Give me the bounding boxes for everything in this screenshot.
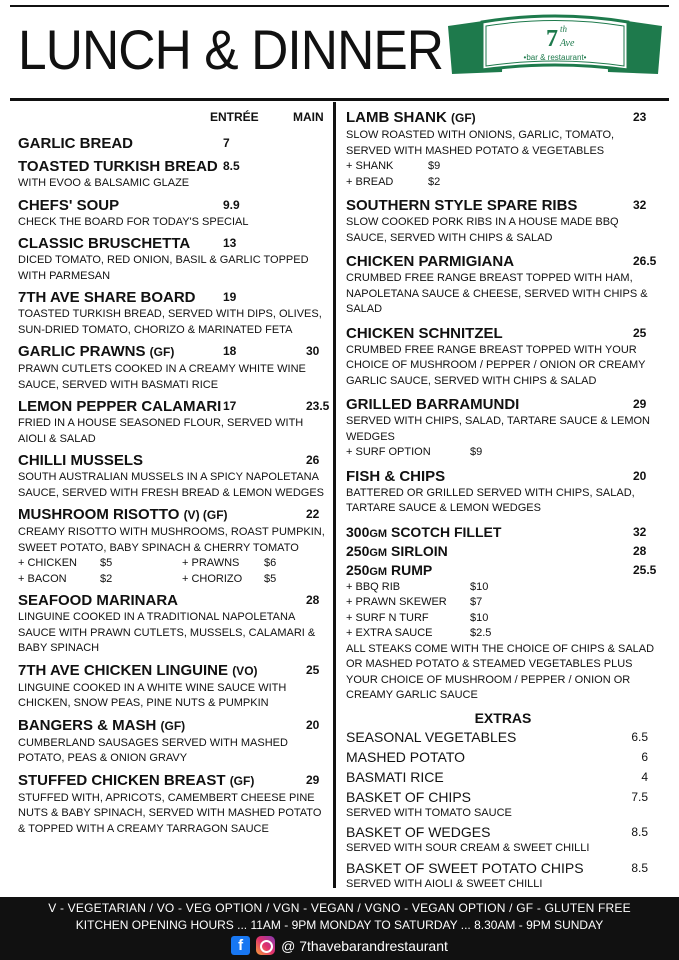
item-description: BATTERED OR GRILLED SERVED WITH CHIPS, SALAD, TARTARE SAUCE & LEMON WEDGES	[346, 486, 635, 514]
top-rule	[10, 5, 669, 7]
main-price: 26.5	[633, 254, 657, 268]
item-name-line	[18, 505, 330, 525]
extra-item	[346, 748, 660, 766]
right-menu-list	[346, 108, 660, 517]
entree-price: 18	[223, 344, 237, 358]
item-name: LEMON PEPPER CALAMARI	[18, 398, 222, 415]
steak-item	[346, 523, 660, 542]
steak-price: 28	[633, 543, 647, 558]
steak-weight: 300	[346, 523, 370, 540]
addon-row	[346, 595, 660, 611]
item-name: STUFFED CHICKEN BREAST	[18, 771, 226, 789]
left-column	[18, 108, 330, 841]
item-description: CUMBERLAND SAUSAGES SERVED WITH MASHED POTATO, PEAS & ONION GRAVY	[18, 736, 288, 764]
entree-price: 8.5	[223, 159, 240, 173]
entree-price: 9.9	[223, 197, 240, 212]
social-handle[interactable]: @ 7thavebarandrestaurant	[281, 937, 448, 954]
entree-price: 17	[223, 399, 237, 413]
price-column-headers	[18, 108, 330, 134]
item-description: SOUTH AUSTRALIAN MUSSELS IN A SPICY NAPOLETANA SAUCE, SERVED WITH FRESH BREAD & LEMON WEDGES	[18, 471, 325, 499]
main-price: 25	[633, 325, 647, 340]
menu-item	[18, 342, 330, 393]
dietary-tag: (GF)	[149, 345, 175, 359]
extra-item	[346, 788, 660, 822]
addon-row	[346, 580, 660, 596]
steak-cut: SCOTCH FILLET	[390, 523, 502, 540]
item-name: CHEFS' SOUP	[18, 196, 120, 214]
extra-name: BASMATI RICE	[346, 768, 444, 785]
item-name-line	[18, 661, 330, 681]
steak-price: 25.5	[633, 562, 657, 577]
main-price: 26	[306, 453, 320, 467]
menu-item	[18, 234, 330, 284]
addon-row	[346, 445, 660, 461]
steak-item	[346, 542, 660, 561]
menu-item	[18, 157, 330, 192]
steak-note: ALL STEAKS COME WITH THE CHOICE OF CHIPS & SALAD OR MASHED POTATO & STEAMED VEGETABLES PLUS YOUR CHOICE OF MUSHROOM / PEPPER / ONION OR CREAMY GARLIC SAUCE	[346, 642, 655, 701]
addon-label: + SURF N TURF	[346, 611, 429, 624]
item-description: CRUMBED FREE RANGE BREAST TOPPED WITH HAM, NAPOLETANA SAUCE & CHEESE, SERVED WITH CHIPS & SALAD	[346, 272, 648, 315]
item-name: TOASTED TURKISH BREAD	[18, 158, 218, 175]
menu-item	[18, 591, 330, 657]
steak-addons	[346, 580, 660, 642]
header-rule	[10, 98, 669, 101]
extra-price: 8.5	[631, 860, 648, 875]
item-name-line	[346, 467, 660, 486]
facebook-icon[interactable]: f	[231, 936, 250, 955]
steak-unit: GM	[369, 527, 388, 540]
steak-weight: 250	[346, 542, 370, 559]
extra-description: SERVED WITH TOMATO SAUCE	[346, 806, 512, 819]
main-price: 28	[306, 593, 320, 607]
item-name: GARLIC BREAD	[18, 135, 133, 152]
steak-name	[346, 561, 660, 582]
menu-item	[346, 395, 660, 461]
extra-name: MASHED POTATO	[346, 748, 466, 765]
addon-row	[346, 626, 660, 642]
menu-item	[346, 252, 660, 318]
item-name-line	[346, 324, 660, 343]
item-name-line	[18, 288, 330, 307]
svg-text:•bar & restaurant•: •bar & restaurant•	[523, 53, 587, 62]
item-name: BANGERS & MASH	[18, 716, 157, 734]
item-name-line	[18, 196, 330, 215]
svg-text:7: 7	[546, 26, 558, 52]
item-name-line	[18, 716, 330, 736]
menu-item	[18, 397, 330, 447]
svg-text:th: th	[560, 24, 568, 34]
menu-item	[18, 661, 330, 712]
extra-item	[346, 768, 660, 786]
item-description: LINGUINE COOKED IN A WHITE WINE SAUCE WITH CHICKEN, SNOW PEAS, PINE NUTS & PUMPKIN	[18, 681, 287, 709]
main-price: 20	[306, 717, 320, 732]
addon-price: $9	[470, 446, 483, 458]
extra-item	[346, 728, 660, 746]
addon-price: $5	[264, 572, 277, 585]
addon-price: $5	[100, 557, 113, 569]
item-description: FRIED IN A HOUSE SEASONED FLOUR, SERVED WITH AIOLI & SALAD	[18, 417, 304, 445]
main-price: 29	[306, 772, 320, 787]
item-name: GARLIC PRAWNS	[18, 343, 146, 360]
item-name-line	[18, 451, 330, 470]
addon-label: + SHANK	[346, 160, 394, 172]
entree-price: 19	[223, 290, 237, 304]
entree-price: 13	[223, 236, 237, 250]
steak-item	[346, 561, 660, 580]
steak-cut: RUMP	[390, 561, 433, 578]
extras-list	[346, 728, 660, 893]
main-price: 20	[633, 468, 647, 483]
dietary-tag: (GF)	[229, 773, 255, 788]
extra-name: BASKET OF CHIPS	[346, 788, 471, 805]
steak-name	[346, 542, 660, 563]
item-name: CHICKEN SCHNITZEL	[346, 324, 503, 342]
addon-price: $6	[264, 557, 277, 569]
main-price: 25	[306, 662, 320, 677]
extras-title: EXTRAS	[474, 709, 532, 726]
item-name: CHILLI MUSSELS	[18, 452, 144, 469]
item-name-line	[18, 591, 330, 610]
extra-item	[346, 859, 660, 893]
item-name-line	[346, 252, 660, 271]
main-price: 29	[633, 397, 647, 411]
addon-price: $2	[428, 175, 441, 188]
addon-label: + SURF OPTION	[346, 446, 431, 458]
item-name-line	[18, 397, 330, 416]
addon-label: + BACON	[18, 572, 67, 585]
item-description: SLOW ROASTED WITH ONIONS, GARLIC, TOMATO, SERVED WITH MASHED POTATO & VEGETABLES	[346, 129, 615, 157]
extra-price: 4	[641, 769, 648, 784]
main-price: 23.5	[306, 399, 330, 413]
column-divider	[333, 102, 336, 888]
entree-price: 7	[223, 136, 230, 150]
item-name: LAMB SHANK	[346, 109, 447, 126]
item-description: TOASTED TURKISH BREAD, SERVED WITH DIPS, OLIVES, SUN-DRIED TOMATO, CHORIZO & MARINATED FETA	[18, 308, 322, 336]
dietary-tag: (GF)	[160, 718, 186, 733]
svg-text:Ave: Ave	[560, 38, 575, 49]
menu-item	[346, 467, 660, 517]
addon-row	[18, 572, 330, 588]
steak-unit: GM	[369, 546, 388, 559]
addon-row	[346, 175, 660, 191]
addon-price: $9	[428, 160, 441, 172]
extra-description: SERVED WITH AIOLI & SWEET CHILLI	[346, 877, 543, 890]
menu-item	[18, 505, 330, 587]
instagram-icon[interactable]	[256, 936, 275, 955]
menu-item	[346, 324, 660, 390]
addon-label: + EXTRA SAUCE	[346, 627, 433, 639]
menu-item	[18, 196, 330, 231]
menu-item	[346, 108, 660, 190]
addon-label: + BREAD	[346, 175, 394, 188]
main-price: 23	[633, 110, 647, 124]
addon-price: $7	[470, 596, 483, 608]
item-name: 7TH AVE SHARE BOARD	[18, 289, 196, 306]
menu-item	[18, 134, 330, 153]
extra-price: 8.5	[631, 825, 648, 839]
menu-item	[18, 716, 330, 767]
main-header: MAIN	[293, 110, 324, 124]
addon-label: + BBQ RIB	[346, 580, 401, 593]
item-description: SERVED WITH CHIPS, SALAD, TARTARE SAUCE & LEMON WEDGES	[346, 415, 650, 443]
steak-price: 32	[633, 524, 647, 539]
steak-weight: 250	[346, 561, 370, 578]
main-price: 32	[633, 198, 647, 212]
item-description: CRUMBED FREE RANGE BREAST TOPPED WITH YOUR CHOICE OF MUSHROOM / PEPPER / ONION OR CREAMY GARLIC SAUCE, SERVED WITH CHIPS & SALAD	[346, 343, 646, 387]
footer	[0, 897, 679, 960]
item-name: CHICKEN PARMIGIANA	[346, 253, 515, 270]
menu-item	[18, 451, 330, 501]
item-name: SOUTHERN STYLE SPARE RIBS	[346, 197, 578, 214]
item-description: LINGUINE COOKED IN A TRADITIONAL NAPOLETANA SAUCE WITH PRAWN CUTLETS, MUSSELS, CALAMARI & BABY SPINACH	[18, 611, 316, 654]
item-name: CLASSIC BRUSCHETTA	[18, 235, 191, 252]
menu-item	[18, 771, 330, 838]
addon-label: + CHICKEN	[18, 557, 77, 569]
restaurant-logo	[442, 12, 668, 94]
entree-header: ENTRÉE	[210, 110, 259, 124]
item-name-line	[18, 234, 330, 253]
addon-label: + PRAWNS	[182, 557, 240, 569]
right-column	[346, 108, 660, 894]
item-name-line	[346, 108, 660, 128]
opening-hours: KITCHEN OPENING HOURS ... 11AM - 9PM MONDAY TO SATURDAY ... 8.30AM - 9PM SUNDAY	[75, 918, 604, 932]
steak-list	[346, 523, 660, 580]
extra-name: BASKET OF SWEET POTATO CHIPS	[346, 859, 584, 876]
item-name: FISH & CHIPS	[346, 467, 446, 485]
item-name-line	[18, 157, 330, 176]
dietary-tag: (GF)	[451, 111, 476, 125]
item-description: CHECK THE BOARD FOR TODAY'S SPECIAL	[18, 215, 249, 228]
extra-price: 7.5	[631, 789, 648, 804]
extra-name: BASKET OF WEDGES	[346, 824, 491, 840]
addon-price: $2.5	[470, 627, 492, 639]
extra-item	[346, 823, 660, 857]
extra-description: SERVED WITH SOUR CREAM & SWEET CHILLI	[346, 842, 590, 854]
menu-item	[346, 196, 660, 246]
dietary-tag: (VO)	[232, 663, 258, 678]
steak-unit: GM	[369, 565, 388, 578]
extra-name: SEASONAL VEGETABLES	[346, 728, 517, 745]
main-price: 22	[306, 507, 320, 521]
item-name: GRILLED BARRAMUNDI	[346, 396, 520, 413]
item-name-line	[18, 342, 330, 362]
item-name: SEAFOOD MARINARA	[18, 592, 178, 609]
item-name-line	[346, 196, 660, 215]
menu-item	[18, 288, 330, 338]
extra-price: 6	[641, 749, 648, 764]
item-description: DICED TOMATO, RED ONION, BASIL & GARLIC TOPPED WITH PARMESAN	[18, 254, 309, 282]
extra-price: 6.5	[631, 729, 648, 744]
item-name: MUSHROOM RISOTTO	[18, 506, 180, 523]
addon-price: $10	[470, 611, 489, 624]
social-row	[0, 936, 679, 955]
item-description: STUFFED WITH, APRICOTS, CAMEMBERT CHEESE PINE NUTS & BABY SPINACH, SERVED WITH MASHED POTATO & TOPPED WITH A CREAMY TARRAGON SAUCE	[18, 791, 322, 835]
page-title: LUNCH & DINNER	[18, 18, 444, 81]
main-price: 30	[306, 344, 320, 358]
dietary-legend: V - VEGETARIAN / VO - VEG OPTION / VGN - VEGAN / VGNO - VEGAN OPTION / GF - GLUTEN FREE	[48, 901, 631, 915]
item-name-line	[18, 771, 330, 791]
steak-name	[346, 523, 660, 544]
addon-row	[346, 159, 660, 175]
addon-row	[18, 556, 330, 572]
addon-label: + CHORIZO	[182, 572, 243, 585]
item-description: WITH EVOO & BALSAMIC GLAZE	[18, 177, 190, 189]
addon-label: + PRAWN SKEWER	[346, 596, 447, 608]
addon-row	[346, 611, 660, 627]
item-description: CREAMY RISOTTO WITH MUSHROOMS, ROAST PUMPKIN, SWEET POTATO, BABY SPINACH & CHERRY TOMATO	[18, 526, 325, 554]
left-menu-list	[18, 134, 330, 837]
item-description: SLOW COOKED PORK RIBS IN A HOUSE MADE BBQ SAUCE, SERVED WITH CHIPS & SALAD	[346, 216, 619, 244]
steak-cut: SIRLOIN	[390, 542, 448, 559]
addon-price: $10	[470, 580, 489, 593]
item-name-line	[346, 395, 660, 414]
addon-price: $2	[100, 572, 113, 585]
item-description: PRAWN CUTLETS COOKED IN A CREAMY WHITE WINE SAUCE, SERVED WITH BASMATI RICE	[18, 363, 306, 391]
item-name: 7TH AVE CHICKEN LINGUINE	[18, 661, 229, 679]
dietary-tag: (V) (GF)	[183, 508, 228, 522]
item-name-line	[18, 134, 330, 153]
